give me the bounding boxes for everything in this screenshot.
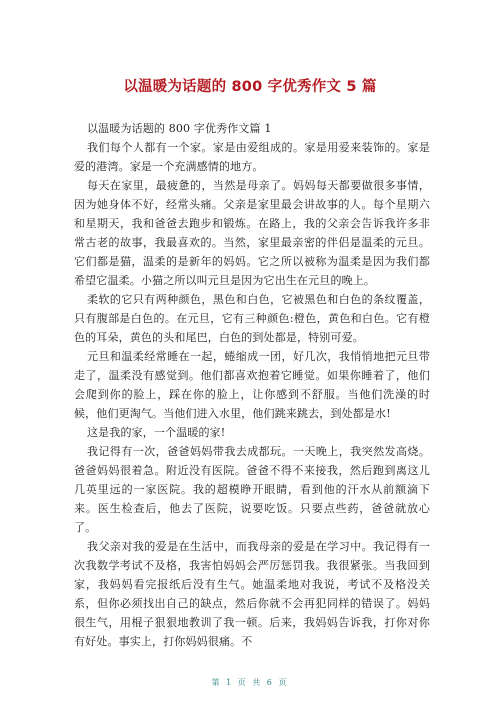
paragraph: 我记得有一次，爸爸妈妈带我去成都玩。一天晚上，我突然发高烧。爸爸妈妈很着急。附近没有医院。爸爸不得不来接我，然后跑到离这儿几英里远的一家医院。我的超模睁开眼睛，看到他的汗水从前额滴下来。医生检查后，他去了医院，说要吃饭。只要点些药，爸爸就放心了。 (74, 445, 430, 534)
paragraph: 我们每个人都有一个家。家是由爱组成的。家是用爱来装饰的。家是爱的港湾。家是一个充满感情的地方。 (74, 141, 430, 173)
paragraph: 柔软的它只有两种颜色，黑色和白色，它被黑色和白色的条纹覆盖，只有腹部是白色的。在元旦，它有三种颜色:橙色，黄色和白色。它有橙色的耳朵，黄色的头和尾巴，白色的到处都是，特别可爱。 (74, 293, 430, 344)
document-title: 以温暖为话题的 800 字优秀作文 5 篇 (123, 79, 377, 95)
paragraph: 每天在家里，最疲惫的，当然是母亲了。妈妈每天都要做很多事情，因为她身体不好，经常头痛。父亲是家里最会讲故事的人。每个星期六和星期天，我和爸爸去跑步和锻炼。在路上，我的父亲会告诉我许多非常古老的故事，我最喜欢的。当然，家里最亲密的伴侣是温柔的元旦。它们都是猫，温柔的是新年的妈妈。它之所以被称为温柔是因为我们都希望它温柔。小猫之所以叫元旦是因为它出生在元旦的晚上。 (74, 179, 430, 287)
paragraph: 元旦和温柔经常睡在一起，蜷缩成一团，好几次，我悄悄地把元旦带走了，温柔没有感觉到。他们都喜欢抱着它睡觉。如果你睡着了，他们会爬到你的脸上，踩在你的脸上，让你感到不舒服。当他们洗澡的时候，他们更淘气。当他们进入水里，他们跳来跳去，到处都是水! (74, 350, 430, 420)
page-number-footer: 第 1 页 共 6 页 (211, 678, 289, 687)
paragraph: 我父亲对我的爱是在生活中，而我母亲的爱是在学习中。我记得有一次我数学考试不及格，我害怕妈妈会严厉惩罚我。我很紧张。当我回到家，我妈妈看完报纸后没有生气。她温柔地对我说，考试不及格没关系，但你必须找出自己的缺点，然后你就不会再犯同样的错误了。妈妈很生气，用棍子狠狠地教训了我一顿。后来，我妈妈告诉我，打你对你有好处。事实上，打你妈妈很痛。不 (74, 540, 430, 648)
document-body (74, 119, 430, 651)
paragraph: 这是我的家，一个温暖的家! (87, 426, 226, 439)
section-heading: 以温暖为话题的 800 字优秀作文篇 1 (87, 122, 272, 135)
